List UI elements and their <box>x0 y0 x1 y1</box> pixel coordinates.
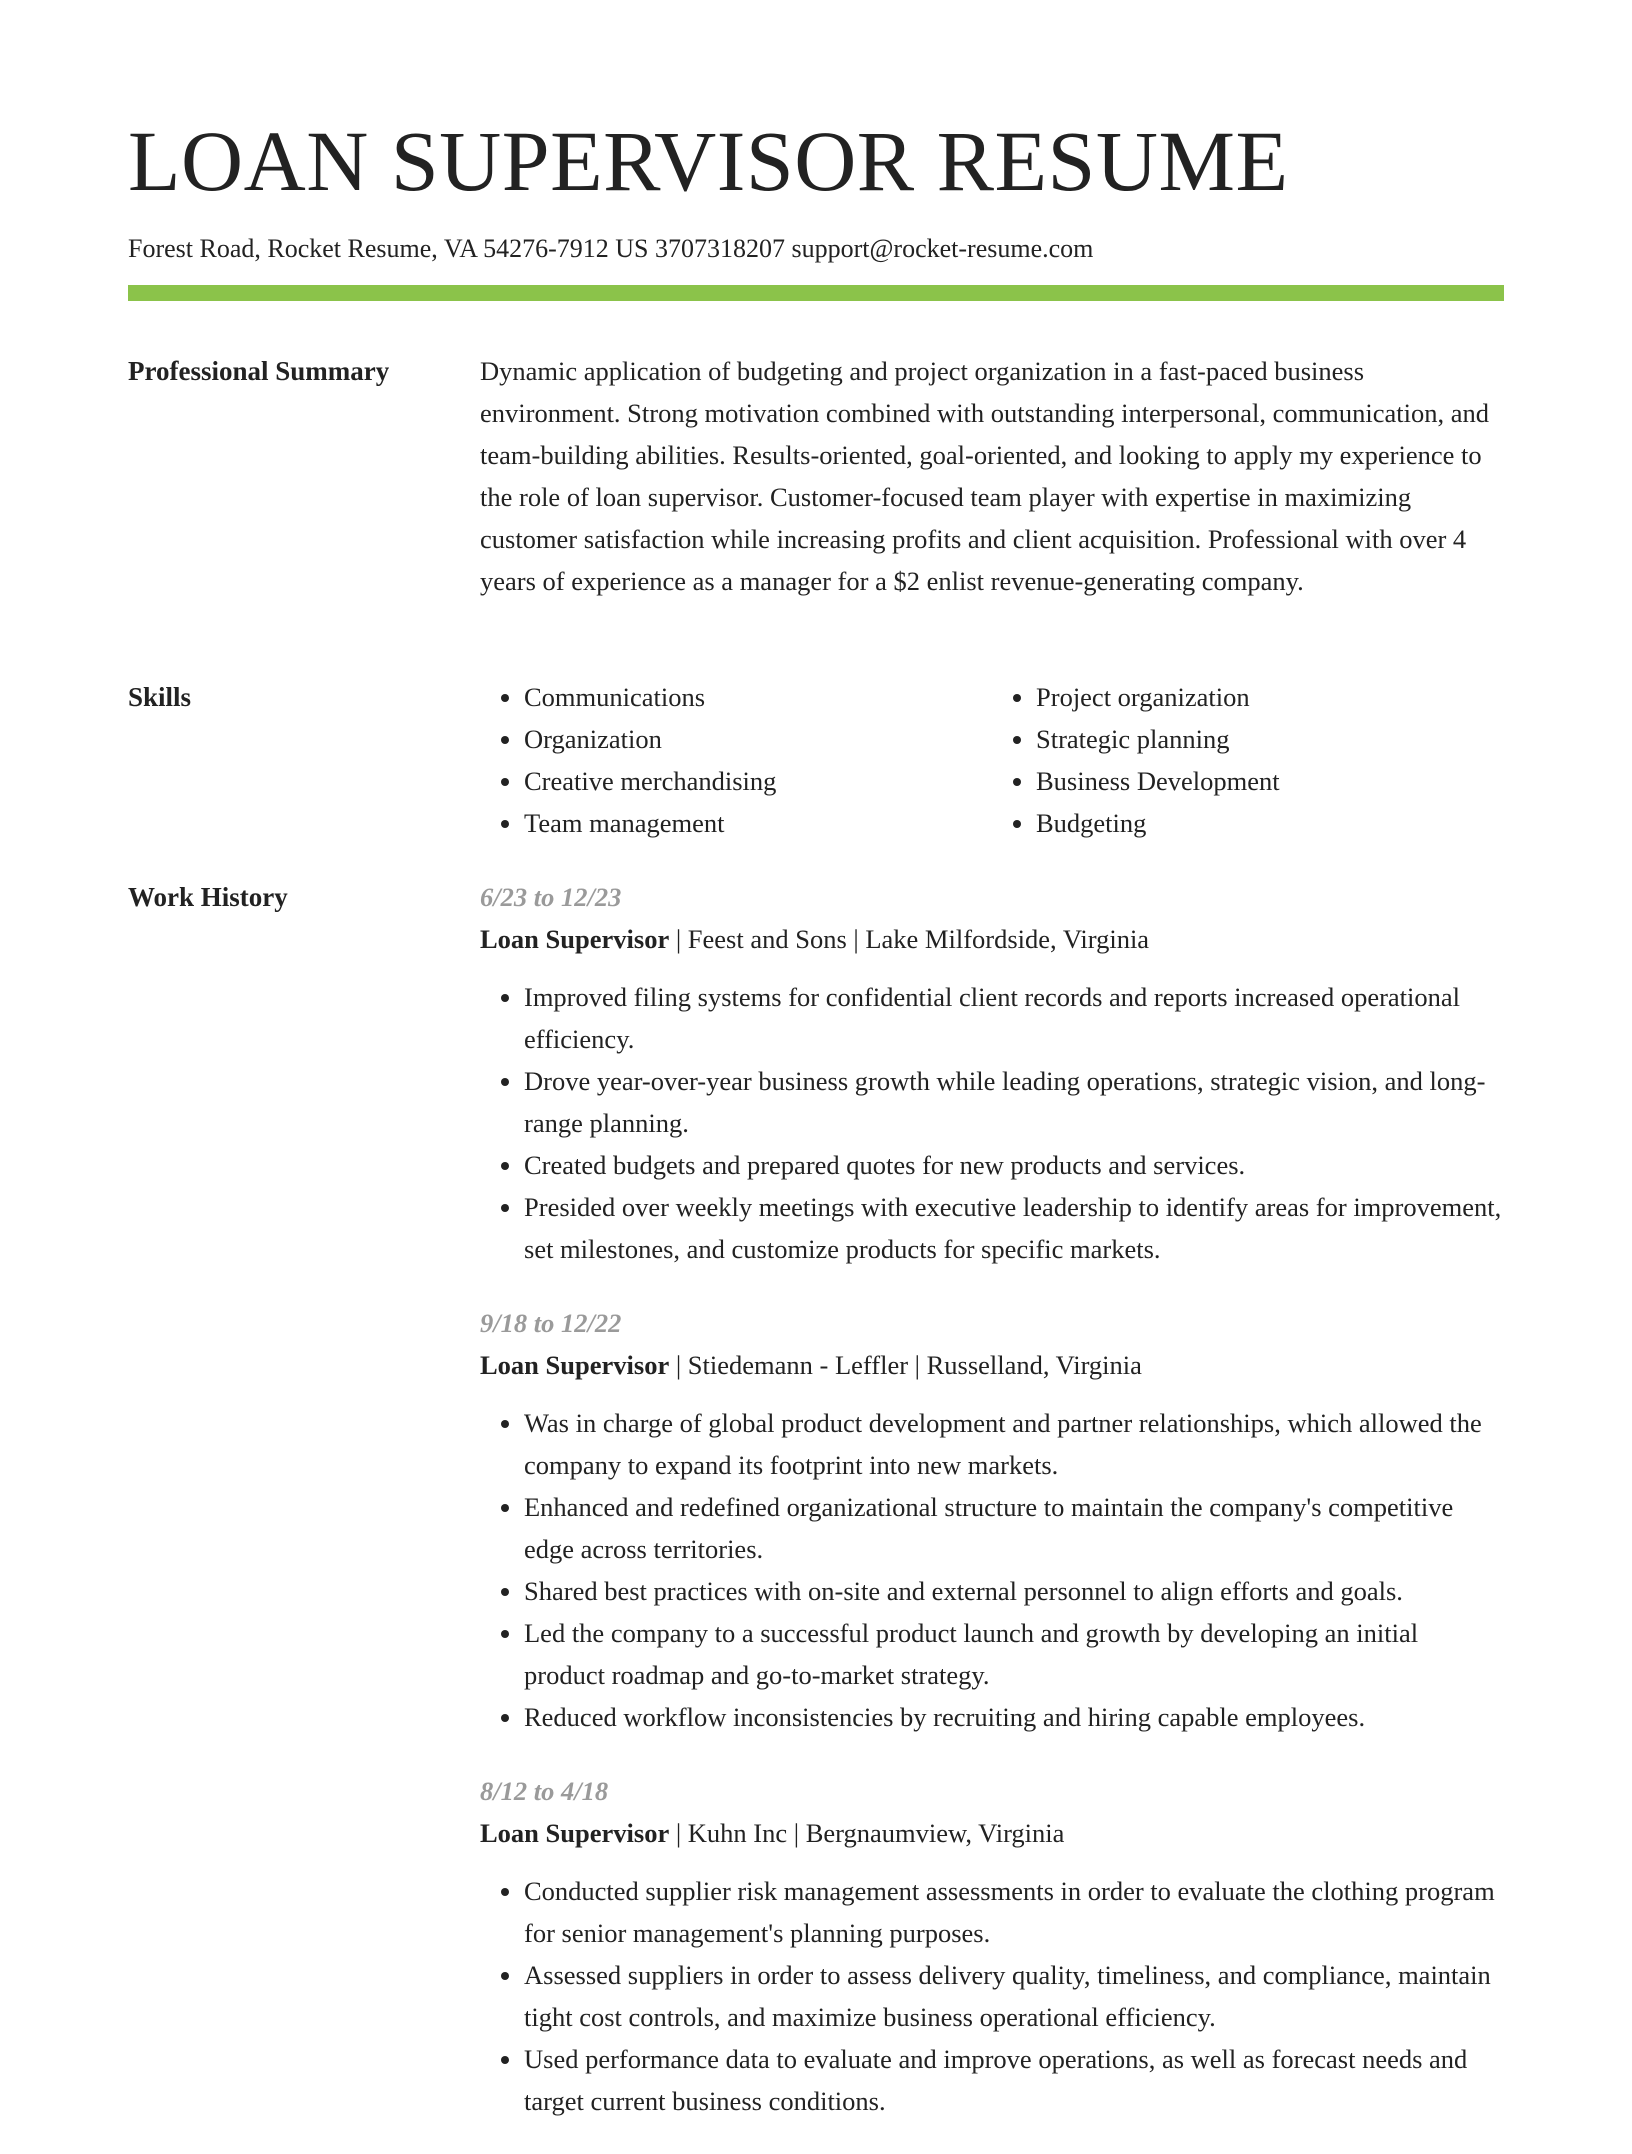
summary-text: Dynamic application of budgeting and project organization in a fast-paced business environment. Strong motivation combined with outstanding interpersonal, communication, and team-building abilities. Results-oriented, goal-oriented, and looking to apply my experience to the role of loan supervisor. Customer-focused team player with expertise in maximizing customer satisfaction while increasing profits and client acquisition. Professional with over 4 years of experience as a manager for a $2 enlist revenue-generating company. <box>480 356 1490 596</box>
job-heading <box>480 1812 1504 1854</box>
job-bullet: • Assessed suppliers in order to assess delivery quality, timeliness, and compliance, maintain tight cost controls, and maximize business operational efficiency. <box>524 1954 1504 2038</box>
separator: | <box>669 1818 688 1848</box>
job-role: Loan Supervisor <box>480 1818 670 1848</box>
job-company: Feest and Sons <box>687 924 847 954</box>
job-entry <box>480 1770 1504 2122</box>
skill-item: • Strategic planning <box>1036 718 1504 760</box>
job-location: Russelland, Virginia <box>926 1350 1142 1380</box>
separator: | <box>669 924 688 954</box>
job-bullet: • Presided over weekly meetings with executive leadership to identify areas for improvement, set milestones, and customize products for specific markets. <box>524 1186 1504 1270</box>
skill-item: • Organization <box>524 718 992 760</box>
job-dates: 9/18 to 12/22 <box>480 1308 622 1338</box>
job-role: Loan Supervisor <box>480 1350 670 1380</box>
job-bullet: • Used performance data to evaluate and improve operations, as well as forecast needs and target current business conditions. <box>524 2038 1504 2122</box>
header-divider <box>128 285 1504 301</box>
skill-item: • Communications <box>524 676 992 718</box>
job-heading <box>480 1344 1504 1386</box>
job-role: Loan Supervisor <box>480 924 670 954</box>
job-entry <box>480 876 1504 1270</box>
summary-section <box>480 350 1504 602</box>
skill-item: • Team management <box>524 802 992 844</box>
work-history-label: Work History <box>128 882 288 912</box>
job-bullets <box>480 976 1504 1270</box>
job-bullet: • Was in charge of global product development and partner relationships, which allowed the company to expand its footprint into new markets. <box>524 1402 1504 1486</box>
job-bullets <box>480 1402 1504 1738</box>
job-dates: 6/23 to 12/23 <box>480 882 622 912</box>
job-bullet: • Created budgets and prepared quotes for new products and services. <box>524 1144 1504 1186</box>
job-entry <box>480 1302 1504 1738</box>
resume-title: LOAN SUPERVISOR RESUME <box>128 113 1289 209</box>
skill-item: • Budgeting <box>1036 802 1504 844</box>
job-bullet: • Shared best practices with on-site and external personnel to align efforts and goals. <box>524 1570 1504 1612</box>
job-bullets <box>480 1870 1504 2122</box>
job-location: Bergnaumview, Virginia <box>805 1818 1065 1848</box>
job-bullet: • Led the company to a successful product launch and growth by developing an initial product roadmap and go-to-market strategy. <box>524 1612 1504 1696</box>
skill-item: • Project organization <box>1036 676 1504 718</box>
job-location: Lake Milfordside, Virginia <box>865 924 1150 954</box>
skills-list-left <box>480 676 992 844</box>
separator: | <box>846 924 866 954</box>
job-bullet: • Enhanced and redefined organizational structure to maintain the company's competitive edge across territories. <box>524 1486 1504 1570</box>
job-company: Kuhn Inc <box>687 1818 788 1848</box>
skill-item: • Business Development <box>1036 760 1504 802</box>
summary-label: Professional Summary <box>128 356 390 386</box>
job-bullet: • Drove year-over-year business growth while leading operations, strategic vision, and long-range planning. <box>524 1060 1504 1144</box>
contact-line: Forest Road, Rocket Resume, VA 54276-7912 US 3707318207 support@rocket-resume.com <box>128 234 1094 263</box>
separator: | <box>787 1818 806 1848</box>
job-dates: 8/12 to 4/18 <box>480 1776 609 1806</box>
job-heading <box>480 918 1504 960</box>
separator: | <box>669 1350 688 1380</box>
skills-list-right <box>992 676 1504 844</box>
skill-item: • Creative merchandising <box>524 760 992 802</box>
skills-label: Skills <box>128 682 192 712</box>
skills-section <box>480 676 1504 844</box>
job-bullet: • Conducted supplier risk management assessments in order to evaluate the clothing program for senior management's planning purposes. <box>524 1870 1504 1954</box>
job-bullet: • Reduced workflow inconsistencies by recruiting and hiring capable employees. <box>524 1696 1504 1738</box>
job-company: Stiedemann - Leffler <box>687 1350 909 1380</box>
separator: | <box>908 1350 927 1380</box>
job-bullet: • Improved filing systems for confidential client records and reports increased operational efficiency. <box>524 976 1504 1060</box>
work-history-section <box>480 876 1504 2154</box>
